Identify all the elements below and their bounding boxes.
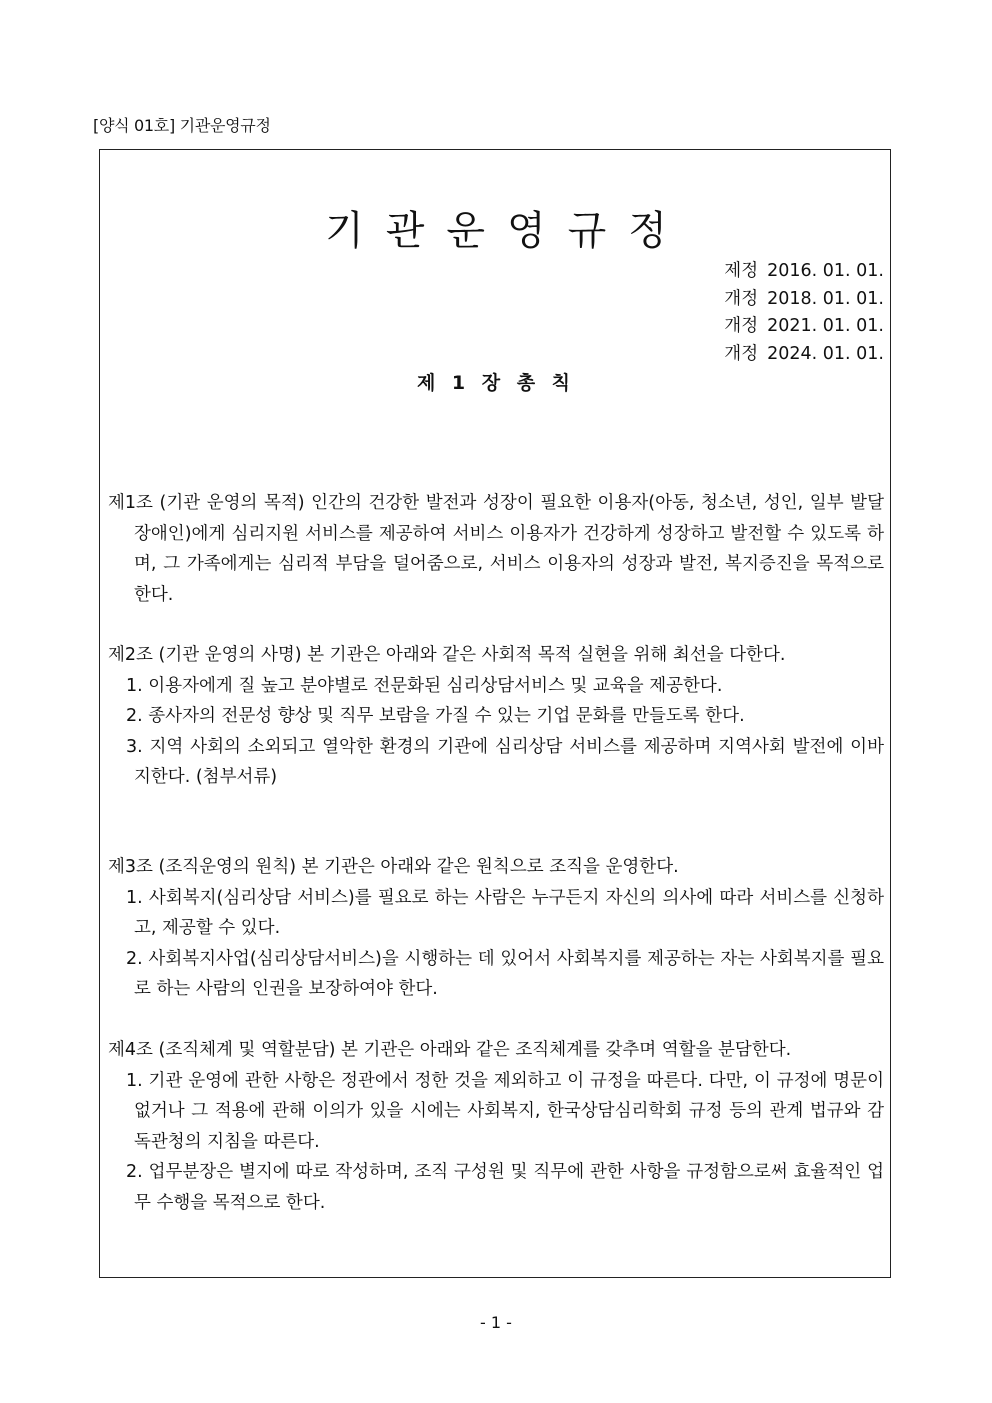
revision-row: [724, 258, 884, 286]
article-item: 3. 지역 사회의 소외되고 열악한 환경의 기관에 심리상담 서비스를 제공하며 지역사회 발전에 이바지한다. (첨부서류): [126, 736, 884, 787]
article-text: 제2조 (기관 운영의 사명) 본 기관은 아래와 같은 사회적 목적 실현을 위해 최선을 다한다.: [108, 645, 786, 665]
revision-label: 개정: [724, 343, 759, 364]
article-item: 1. 기관 운영에 관한 사항은 정관에서 정한 것을 제외하고 이 규정을 따른다. 다만, 이 규정에 명문이 없거나 그 적용에 관해 이의가 있을 시에는 사회복지, 한국상담심리학회 규정 등의 관계 법규와 감독관청의 지침을 따른다.: [126, 1070, 884, 1152]
article-1: [108, 488, 884, 610]
form-label: [양식 01호] 기관운영규정: [93, 116, 271, 135]
revision-label: 개정: [724, 316, 759, 336]
chapter-heading: 제 1 장 총 칙: [416, 372, 576, 394]
revision-date: 2021. 01. 01.: [767, 316, 884, 336]
article-item: 1. 이용자에게 질 높고 분야별로 전문화된 심리상담서비스 및 교육을 제공한다.: [126, 675, 723, 696]
revision-date: 2024. 01. 01.: [767, 343, 884, 364]
page-number: - 1 -: [480, 1313, 512, 1332]
revision-label: 개정: [724, 288, 759, 309]
revision-history: [724, 258, 884, 368]
article-item: 2. 사회복지사업(심리상담서비스)을 시행하는 데 있어서 사회복지를 제공하는 자는 사회복지를 필요로 하는 사람의 인권을 보장하여야 한다.: [126, 948, 884, 999]
article-text: 제3조 (조직운영의 원칙) 본 기관은 아래와 같은 원칙으로 조직을 운영한다.: [108, 857, 679, 877]
revision-label: 제정: [724, 261, 759, 281]
article-4: [108, 1035, 884, 1218]
revision-row: [724, 313, 884, 341]
article-text: 제1조 (기관 운영의 목적) 인간의 건강한 발전과 성장이 필요한 이용자(아동, 청소년, 성인, 일부 발달장애인)에게 심리지원 서비스를 제공하여 서비스 이용자가 건강하게 성장하고 발전할 수 있도록 하며, 그 가족에게는 심리적 부담을 덜어줌으로, 서비스 이용자의 성장과 발전, 복지증진을 목적으로 한다.: [108, 493, 884, 605]
revision-row: [724, 286, 884, 314]
article-text: 제4조 (조직체계 및 역할분담) 본 기관은 아래와 같은 조직체계를 갖추며 역할을 분담한다.: [108, 1040, 792, 1060]
article-item: 2. 종사자의 전문성 향상 및 직무 보람을 가질 수 있는 기업 문화를 만들도록 한다.: [126, 706, 745, 726]
document-title: 기관운영규정: [325, 207, 689, 254]
article-2: [108, 640, 884, 793]
revision-date: 2016. 01. 01.: [767, 261, 884, 281]
revision-row: [724, 341, 884, 369]
article-3: [108, 852, 884, 1005]
article-item: 1. 사회복지(심리상담 서비스)를 필요로 하는 사람은 누구든지 자신의 의사에 따라 서비스를 신청하고, 제공할 수 있다.: [126, 887, 884, 938]
revision-date: 2018. 01. 01.: [767, 288, 884, 309]
article-item: 2. 업무분장은 별지에 따로 작성하며, 조직 구성원 및 직무에 관한 사항을 규정함으로써 효율적인 업무 수행을 목적으로 한다.: [126, 1162, 884, 1213]
